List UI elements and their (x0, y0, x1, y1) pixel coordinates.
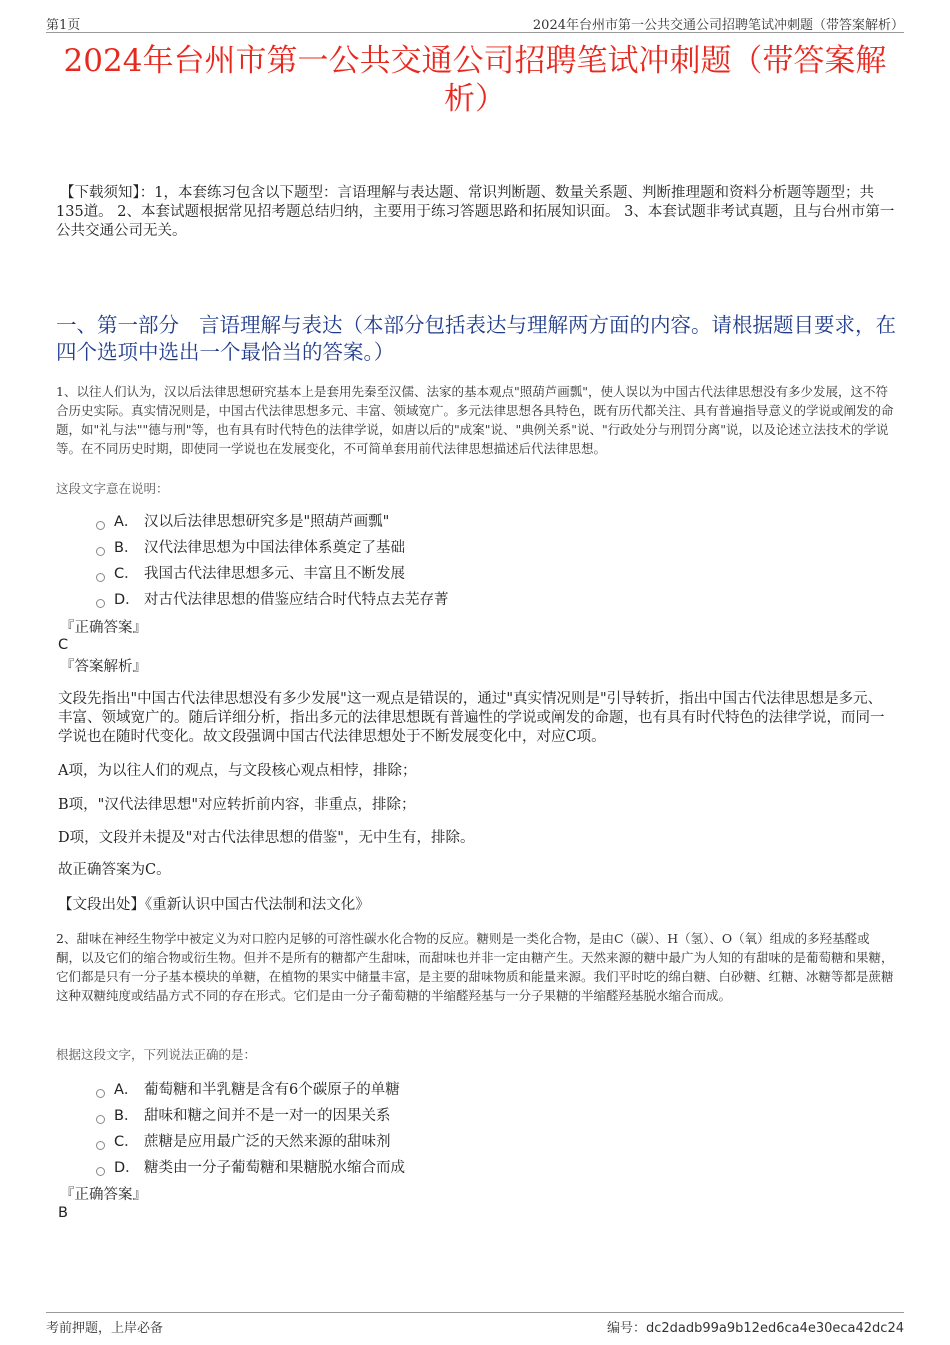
option-key: D． (114, 1160, 140, 1176)
option-key: C． (114, 1134, 139, 1150)
option-key: D． (114, 592, 140, 608)
q1-analysis-a: A项，为以往人们的观点，与文段核心观点相悖，排除； (58, 763, 417, 779)
q1-option-b[interactable] (96, 539, 405, 557)
section-text: 言语理解与表达（本部分包括表达与理解两方面的内容。请根据题目要求，在四个选项中选出一个最恰当的答案。） (56, 313, 896, 364)
q1-analysis-conclusion: 故正确答案为C。 (58, 862, 171, 878)
option-key: C． (114, 566, 139, 582)
q2-option-b[interactable] (96, 1107, 391, 1125)
header-doc-title: 2024年台州市第一公共交通公司招聘笔试冲刺题（带答案解析） (532, 18, 904, 33)
footer-slogan: 考前押题，上岸必备 (46, 1321, 164, 1336)
q2-answer: B (58, 1205, 68, 1221)
radio-icon[interactable] (96, 521, 105, 530)
download-notice: 【下载须知】：1，本套练习包含以下题型：言语理解与表达题、常识判断题、数量关系题、判断推理题和资料分析题等题型；共135道。 2、本套试题根据常见招考题总结归纳，主要用于练习答题思路和拓展知识面。 3、本套试题非考试真题，且与台州市第一公共交通公司无关。 (56, 185, 895, 239)
page-footer (46, 1312, 904, 1335)
q1-passage: 1、以往人们认为，汉以后法律思想研究基本上是套用先秦至汉儒、法家的基本观点"照葫芦画瓢"，使人误以为中国古代法律思想没有多少发展，这不符合历史实际。真实情况则是，中国古代法律思想多元、丰富、领域宽广。多元法律思想各具特色，既有历代都关注、具有普遍指导意义的学说或阐发的命题，如"礼与法""德与刑"等，也有具有时代特色的法律学说，如唐以后的"成案"说、"典例关系"说、"行政处分与刑罚分离"说，以及论述立法技术的学说等。在不同历史时期，即使同一学说也在发展变化，不可简单套用前代法律思想描述后代法律思想。 (56, 384, 894, 456)
option-text: 汉以后法律思想研究多是"照葫芦画瓢" (144, 514, 390, 530)
option-text: 汉代法律思想为中国法律体系奠定了基础 (144, 540, 405, 556)
radio-icon[interactable] (96, 1115, 105, 1124)
q1-analysis-d: D项，文段并未提及"对古代法律思想的借鉴"，无中生有，排除。 (58, 830, 475, 846)
q1-analysis-main: 文段先指出"中国古代法律思想没有多少发展"这一观点是错误的，通过"真实情况则是"引导转折，指出中国古代法律思想是多元、丰富、领域宽广的。随后详细分析，指出多元的法律思想既有普遍性的学说或阐发的命题，也有具有时代特色的法律学说，而同一学说也在随时代变化。故文段强调中国古代法律思想处于不断发展变化中，对应C项。 (58, 691, 885, 745)
q1-answer-label: 『正确答案』 (60, 620, 147, 636)
option-text: 糖类由一分子葡萄糖和果糖脱水缩合而成 (144, 1160, 405, 1176)
option-text: 对古代法律思想的借鉴应结合时代特点去芜存菁 (144, 592, 449, 608)
option-text: 葡萄糖和半乳糖是含有6个碳原子的单糖 (144, 1082, 400, 1098)
q1-option-d[interactable] (96, 591, 449, 609)
q1-option-a[interactable] (96, 513, 389, 531)
q1-option-c[interactable] (96, 565, 405, 583)
radio-icon[interactable] (96, 1167, 105, 1176)
q1-source: 【文段出处】《重新认识中国古代法制和法文化》 (58, 897, 370, 913)
section-heading (56, 312, 896, 366)
q1-answer: C (58, 637, 69, 653)
q2-passage: 2、甜味在神经生物学中被定义为对口腔内足够的可溶性碳水化合物的反应。糖则是一类化合物，是由C（碳）、H（氢）、O（氧）组成的多羟基醛或酮，以及它们的缩合物或衍生物。但并不是所有的糖都产生甜味，而甜味也并非一定由糖产生。天然来源的糖中最广为人知的有甜味的是葡萄糖和果糖，它们都是只有一分子基本模块的单糖，在植物的果实中储量丰富，是主要的甜味物质和能量来源。我们平时吃的绵白糖、白砂糖、红糖、冰糖等都是蔗糖这种双糖纯度或结晶方式不同的存在形式。它们是由一分子葡萄糖的半缩醛羟基与一分子果糖的半缩醛羟基脱水缩合而成。 (56, 931, 894, 1003)
footer-code-value: dc2dadb99a9b12ed6ca4e30eca42dc24 (645, 1321, 904, 1336)
q2-ask: 根据这段文字，下列说法正确的是： (56, 1047, 257, 1062)
radio-icon[interactable] (96, 547, 105, 556)
q2-option-c[interactable] (96, 1133, 391, 1151)
footer-code (607, 1317, 904, 1336)
option-key: B． (114, 540, 139, 556)
title-line-1: 2024年台州市第一公共交通公司招聘笔试冲刺题（带答案解 (63, 43, 887, 79)
option-text: 蔗糖是应用最广泛的天然来源的甜味剂 (144, 1134, 391, 1150)
option-key: B． (114, 1108, 139, 1124)
option-key: A． (114, 514, 139, 530)
q1-ask: 这段文字意在说明： (56, 481, 169, 496)
option-text: 我国古代法律思想多元、丰富且不断发展 (144, 566, 405, 582)
section-label: 一、第一部分 (56, 313, 179, 337)
option-key: A． (114, 1082, 139, 1098)
title-line-2: 析） (444, 81, 506, 117)
q2-option-a[interactable] (96, 1081, 400, 1099)
radio-icon[interactable] (96, 573, 105, 582)
radio-icon[interactable] (96, 1089, 105, 1098)
option-text: 甜味和糖之间并不是一对一的因果关系 (144, 1108, 391, 1124)
q2-answer-label: 『正确答案』 (60, 1187, 147, 1203)
q1-analysis-b: B项，"汉代法律思想"对应转折前内容，非重点，排除； (58, 797, 416, 813)
radio-icon[interactable] (96, 599, 105, 608)
radio-icon[interactable] (96, 1141, 105, 1150)
page-header (46, 14, 904, 33)
page-title (60, 42, 890, 118)
footer-code-label: 编号： (606, 1321, 646, 1336)
page-number: 第1页 (46, 18, 81, 33)
q1-analysis-label: 『答案解析』 (60, 659, 147, 675)
q2-option-d[interactable] (96, 1159, 405, 1177)
